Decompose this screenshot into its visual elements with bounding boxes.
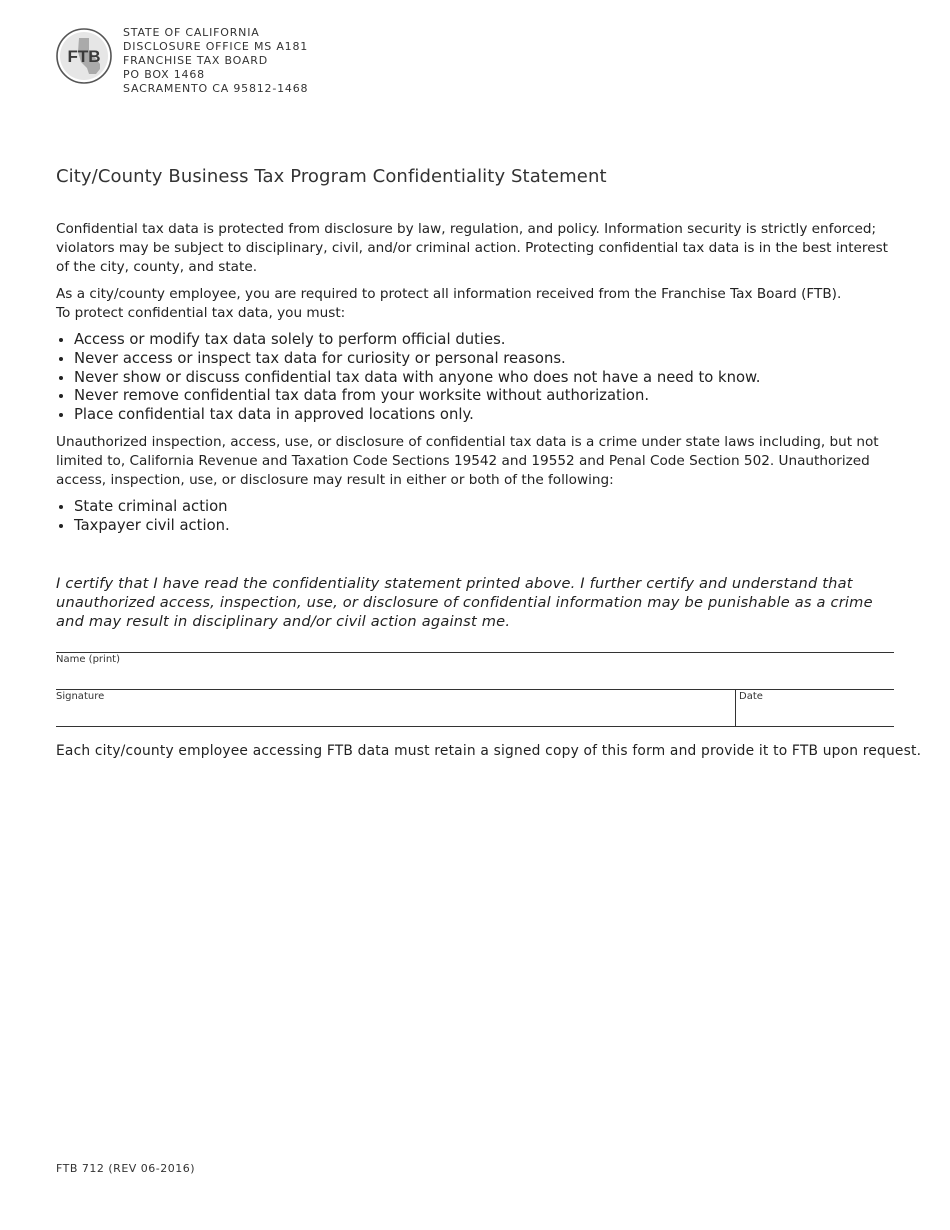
- list-item: • State criminal action: [74, 498, 896, 517]
- duties-list: [56, 331, 896, 425]
- page-title: City/County Business Tax Program Confidentiality Statement: [56, 166, 607, 187]
- list-item: • Never remove confidential tax data from your worksite without authorization.: [74, 387, 896, 406]
- responsibility-line-1: As a city/county employee, you are required to protect all information received from the Franchise Tax Board (FTB).: [56, 286, 842, 302]
- ftb-logo: [56, 28, 112, 84]
- consequences-list: [56, 498, 896, 536]
- logo-text: FTB: [67, 47, 101, 66]
- signature-field-label: Signature: [56, 691, 105, 702]
- list-item: • Never access or inspect tax data for curiosity or personal reasons.: [74, 350, 896, 369]
- address-line: FRANCHISE TAX BOARD: [123, 54, 268, 67]
- address-line: STATE OF CALIFORNIA: [123, 26, 260, 39]
- address-line: DISCLOSURE OFFICE MS A181: [123, 40, 309, 53]
- name-field-label: Name (print): [56, 654, 120, 665]
- date-field-label: Date: [739, 691, 763, 702]
- responsibility-paragraph: [56, 285, 896, 323]
- name-field[interactable]: [56, 652, 894, 689]
- address-line: PO BOX 1468: [123, 68, 205, 81]
- list-item: • Access or modify tax data solely to perform official duties.: [74, 331, 896, 350]
- bottom-field-line: [56, 726, 894, 727]
- statement-body: [56, 220, 896, 544]
- address-line: SACRAMENTO CA 95812-1468: [123, 82, 309, 95]
- signature-field[interactable]: [56, 689, 735, 726]
- certification-statement: I certify that I have read the confidentiality statement printed above. I further certify and understand that unauthorized access, inspection, use, or disclosure of confidential information may be punishable as a crime and may result in disciplinary and/or civil action against me.: [56, 575, 873, 630]
- agency-address: [123, 26, 308, 96]
- legal-paragraph: Unauthorized inspection, access, use, or disclosure of confidential tax data is a crime under state laws including, but not limited to, California Revenue and Taxation Code Sections 19542 and 19552 and Penal Code Section 502. Unauthorized access, inspection, use, or disclosure may result in either or both of the following:: [56, 433, 879, 488]
- list-item: • Place confidential tax data in approved locations only.: [74, 406, 896, 425]
- date-field[interactable]: [736, 689, 894, 726]
- list-item: • Taxpayer civil action.: [74, 517, 896, 536]
- form-number: FTB 712 (REV 06-2016): [56, 1162, 196, 1175]
- intro-paragraph: Confidential tax data is protected from disclosure by law, regulation, and policy. Information security is strictly enforced; violators may be subject to disciplinary, civil, and/or criminal action. Protecting confidential tax data is in the best interest of the city, county, and state.: [56, 221, 888, 275]
- retain-notice: Each city/county employee accessing FTB data must retain a signed copy of this form and provide it to FTB upon request.: [56, 743, 922, 759]
- list-item: • Never show or discuss confidential tax data with anyone who does not have a need to know.: [74, 369, 896, 388]
- responsibility-line-2: To protect confidential tax data, you must:: [56, 305, 346, 321]
- ftb-seal-icon: [56, 28, 112, 84]
